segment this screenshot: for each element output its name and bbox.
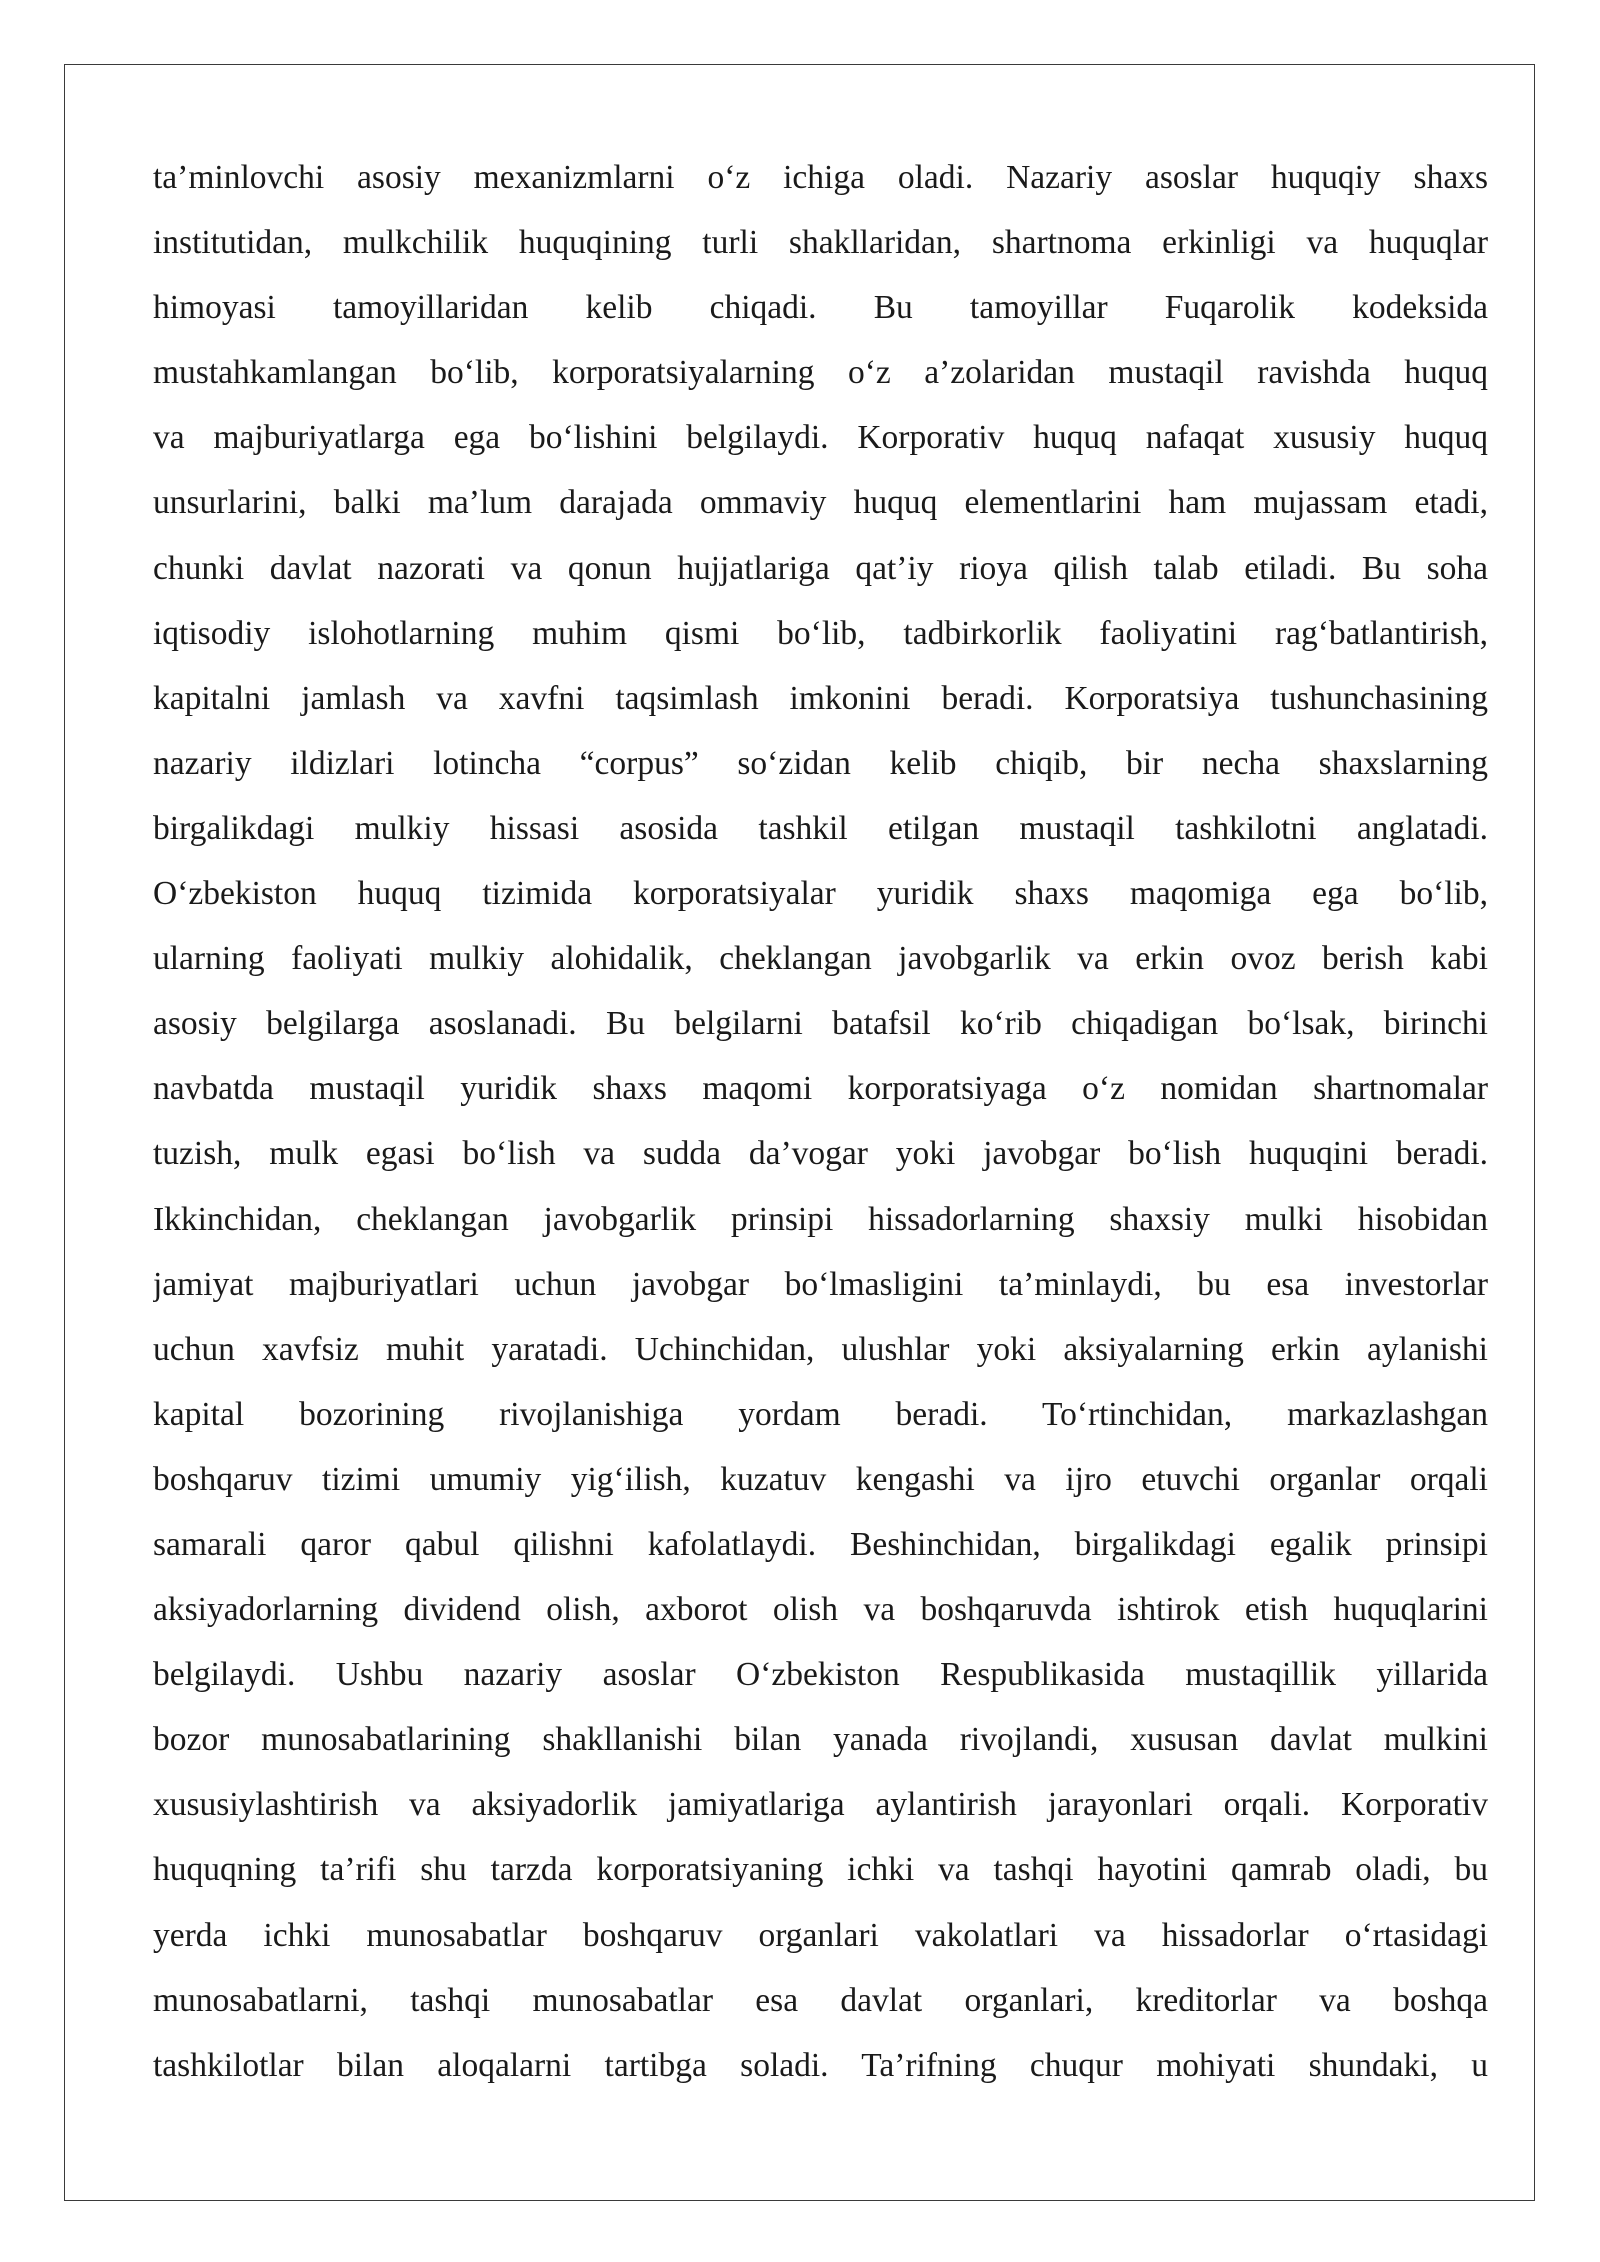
text-line: O‘zbekiston huquq tizimida korporatsiyalar yuridik shaxs maqomiga ega bo‘lib, xyxy=(153,875,1488,913)
text-line: institutidan, mulkchilik huquqining turli shakllaridan, shartnoma erkinligi va huquqlar xyxy=(153,224,1488,262)
text-line: kapital bozorining rivojlanishiga yordam beradi. To‘rtinchidan, markazlashgan xyxy=(153,1395,1488,1433)
text-line: boshqaruv tizimi umumiy yig‘ilish, kuzatuv kengashi va ijro etuvchi organlar orqali xyxy=(153,1460,1488,1498)
text-line: tashkilotlar bilan aloqalarni tartibga soladi. Ta’rifning chuqur mohiyati shundaki, u xyxy=(153,2046,1488,2084)
text-line: yerda ichki munosabatlar boshqaruv organlari vakolatlari va hissadorlar o‘rtasidagi xyxy=(153,1916,1488,1954)
text-line: nazariy ildizlari lotincha “corpus” so‘zidan kelib chiqib, bir necha shaxslarning xyxy=(153,744,1488,782)
text-line: kapitalni jamlash va xavfni taqsimlash imkonini beradi. Korporatsiya tushunchasining xyxy=(153,679,1488,717)
text-line: navbatda mustaqil yuridik shaxs maqomi korporatsiyaga o‘z nomidan shartnomalar xyxy=(153,1070,1488,1108)
document-body-text xyxy=(153,145,1488,2098)
text-line: Ikkinchidan, cheklangan javobgarlik prinsipi hissadorlarning shaxsiy mulki hisobidan xyxy=(153,1200,1488,1238)
text-line: va majburiyatlarga ega bo‘lishini belgilaydi. Korporativ huquq nafaqat xususiy huquq xyxy=(153,419,1488,457)
text-line: aksiyadorlarning dividend olish, axborot olish va boshqaruvda ishtirok etish huquqlarini xyxy=(153,1591,1488,1629)
text-line: samarali qaror qabul qilishni kafolatlaydi. Beshinchidan, birgalikdagi egalik prinsipi xyxy=(153,1525,1488,1563)
text-line: iqtisodiy islohotlarning muhim qismi bo‘lib, tadbirkorlik faoliyatini rag‘batlantirish, xyxy=(153,614,1488,652)
text-line: ta’minlovchi asosiy mexanizmlarni o‘z ichiga oladi. Nazariy asoslar huquqiy shaxs xyxy=(153,159,1488,196)
text-line: bozor munosabatlarining shakllanishi bilan yanada rivojlandi, xususan davlat mulkini xyxy=(153,1721,1488,1759)
text-line: chunki davlat nazorati va qonun hujjatlariga qat’iy rioya qilish talab etiladi. Bu soha xyxy=(153,549,1488,587)
text-line: belgilaydi. Ushbu nazariy asoslar O‘zbekiston Respublikasida mustaqillik yillarida xyxy=(153,1656,1488,1694)
text-line: jamiyat majburiyatlari uchun javobgar bo‘lmasligini ta’minlaydi, bu esa investorlar xyxy=(153,1265,1488,1303)
text-line: asosiy belgilarga asoslanadi. Bu belgilarni batafsil ko‘rib chiqadigan bo‘lsak, birinchi xyxy=(153,1005,1488,1043)
text-line: huquqning ta’rifi shu tarzda korporatsiyaning ichki va tashqi hayotini qamrab oladi, bu xyxy=(153,1851,1488,1889)
text-line: uchun xavfsiz muhit yaratadi. Uchinchidan, ulushlar yoki aksiyalarning erkin aylanishi xyxy=(153,1330,1488,1368)
text-line: munosabatlarni, tashqi munosabatlar esa davlat organlari, kreditorlar va boshqa xyxy=(153,1981,1488,2019)
text-line: unsurlarini, balki ma’lum darajada ommaviy huquq elementlarini ham mujassam etadi, xyxy=(153,484,1488,522)
text-line: ularning faoliyati mulkiy alohidalik, cheklangan javobgarlik va erkin ovoz berish kabi xyxy=(153,940,1488,978)
text-line: mustahkamlangan bo‘lib, korporatsiyalarning o‘z a’zolaridan mustaqil ravishda huquq xyxy=(153,354,1488,392)
text-line: tuzish, mulk egasi bo‘lish va sudda da’vogar yoki javobgar bo‘lish huquqini beradi. xyxy=(153,1135,1488,1173)
text-line: himoyasi tamoyillaridan kelib chiqadi. Bu tamoyillar Fuqarolik kodeksida xyxy=(153,289,1488,327)
text-line: birgalikdagi mulkiy hissasi asosida tashkil etilgan mustaqil tashkilotni anglatadi. xyxy=(153,809,1488,847)
text-line: xususiylashtirish va aksiyadorlik jamiyatlariga aylantirish jarayonlari orqali. Korporativ xyxy=(153,1786,1488,1824)
